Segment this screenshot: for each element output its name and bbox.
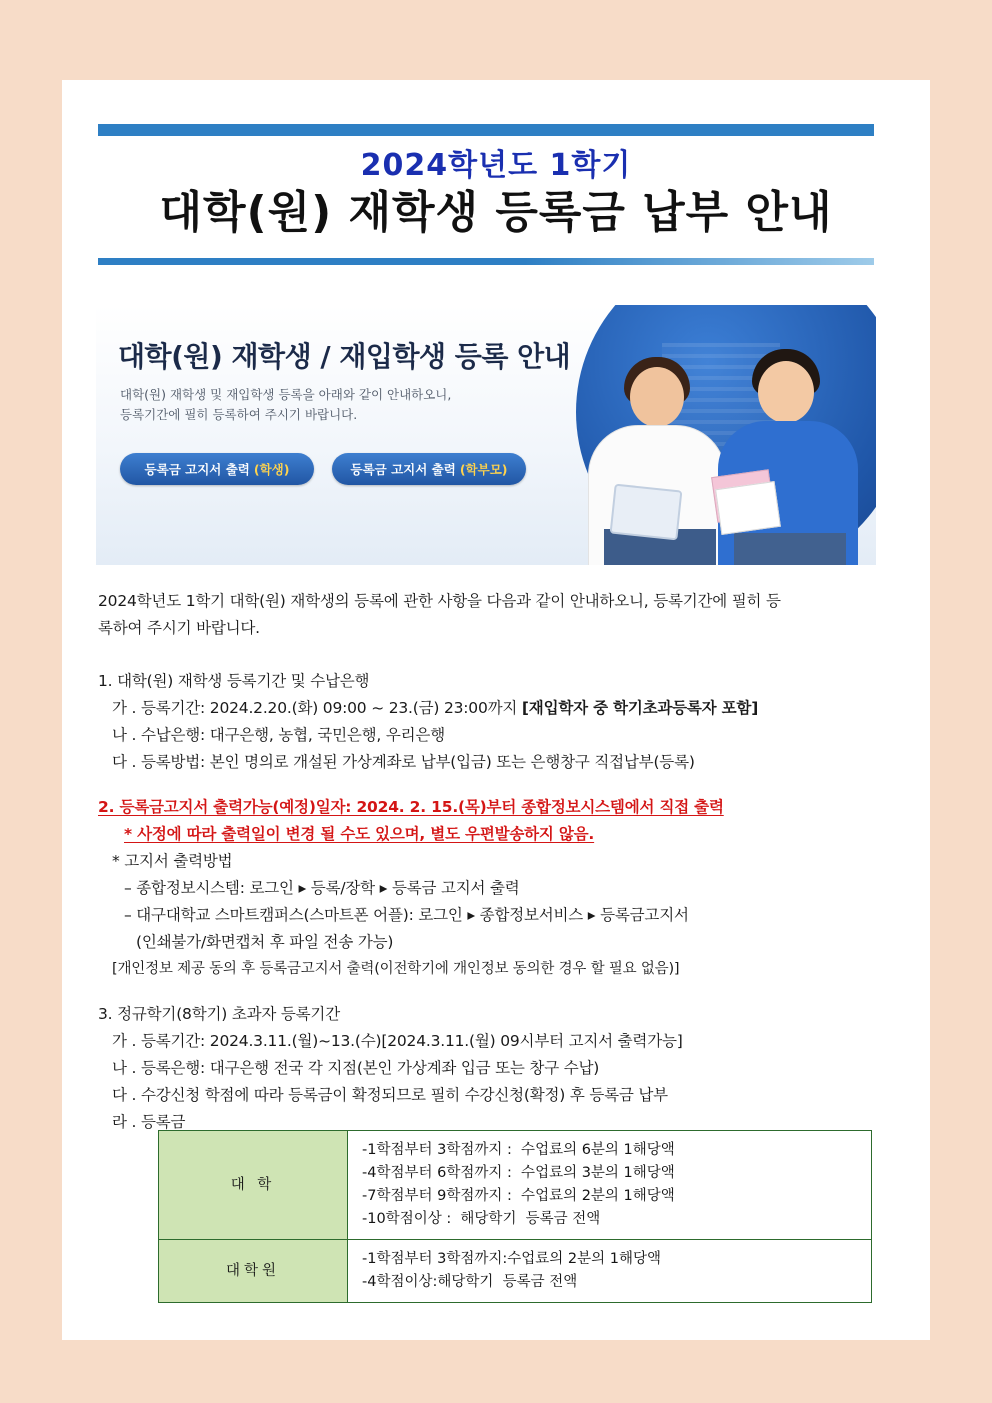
tablet-icon — [610, 484, 683, 541]
student-b-head — [758, 361, 814, 423]
student-b-jeans — [734, 533, 846, 565]
fee-line: -7학점부터 9학점까지 : 수업료의 2분의 1해당액 — [362, 1188, 675, 1204]
section-2-path-mobile-sub: (인쇄불가/화면캡처 후 파일 전송 가능) — [136, 933, 394, 951]
book-white-icon — [715, 481, 781, 535]
print-bill-parent-button[interactable] — [332, 453, 526, 485]
section-2-note: * 사정에 따라 출력일이 변경 될 수도 있으며, 별도 우편발송하지 않음. — [124, 825, 595, 843]
section-1-item-a-text: 가 . 등록기간: 2024.2.20.(화) 09:00 ~ 23.(금) 23:00까지 — [112, 699, 522, 717]
row-values-undergraduate — [348, 1131, 872, 1240]
row-label-undergraduate: 대 학 — [159, 1131, 348, 1240]
tuition-fee-table — [158, 1130, 872, 1303]
banner-title: 대학(원) 재학생 / 재입학생 등록 안내 — [118, 340, 571, 373]
print-bill-parent-tag: (학부모) — [459, 462, 508, 477]
spacer-2 — [98, 776, 894, 794]
section-1-item-a — [98, 695, 894, 722]
table-row — [159, 1240, 872, 1303]
fee-line: -4학점이상:해당학기 등록금 전액 — [362, 1274, 578, 1290]
table-row — [159, 1131, 872, 1240]
section-2-heading: 2. 등록금고지서 출력가능(예정)일자: 2024. 2. 15.(목)부터 종합정보시스템에서 직접 출력 — [98, 798, 724, 816]
banner-subtitle-line2: 등록기간에 필히 등록하여 주시기 바랍니다. — [120, 407, 358, 422]
section-3-item-d: 라 . 등록금 — [112, 1113, 186, 1131]
print-bill-student-tag: (학생) — [253, 462, 290, 477]
banner-subtitle-line1: 대학(원) 재학생 및 재입학생 등록을 아래와 같이 안내하오니, — [120, 387, 452, 402]
section-2-print-method: * 고지서 출력방법 — [112, 852, 233, 870]
intro-line-1: 2024학년도 1학기 대학(원) 재학생의 등록에 관한 사항을 다음과 같이 안내하오니, 등록기간에 필히 등 — [98, 592, 781, 610]
fee-line: -1학점부터 3학점까지 : 수업료의 6분의 1해당액 — [362, 1142, 675, 1158]
section-1-heading: 1. 대학(원) 재학생 등록기간 및 수납은행 — [98, 672, 370, 690]
section-2-path-mobile: – 대구대학교 스마트캠퍼스(스마트폰 어플): 로그인 ▸ 종합정보서비스 ▸ 등록금고지서 — [124, 906, 689, 924]
fee-line: -4학점부터 6학점까지 : 수업료의 3분의 1해당액 — [362, 1165, 675, 1181]
section-3 — [98, 1001, 894, 1136]
intro-line-2: 록하여 주시기 바랍니다. — [98, 619, 260, 637]
registration-banner — [96, 305, 876, 565]
section-3-item-b: 나 . 등록은행: 대구은행 전국 각 지점(본인 가상계좌 입금 또는 창구 수납) — [112, 1059, 600, 1077]
section-3-item-c: 다 . 수강신청 학점에 따라 등록금이 확정되므로 필히 수강신청(확정) 후 등록금 납부 — [112, 1086, 668, 1104]
section-1-item-c: 다 . 등록방법: 본인 명의로 개설된 가상계좌로 납부(입금) 또는 은행창구 직접납부(등록) — [112, 753, 695, 771]
section-3-heading: 3. 정규학기(8학기) 초과자 등록기간 — [98, 1005, 340, 1023]
banner-subtitle — [120, 385, 451, 425]
page-title: 대학(원) 재학생 등록금 납부 안내 — [159, 187, 833, 238]
notice-page — [62, 80, 930, 1340]
section-1 — [98, 668, 894, 776]
notice-body — [98, 588, 894, 1136]
row-values-graduate — [348, 1240, 872, 1303]
print-bill-student-label: 등록금 고지서 출력 — [144, 462, 250, 477]
section-1-item-b: 나 . 수납은행: 대구은행, 농협, 국민은행, 우리은행 — [112, 726, 445, 744]
intro-paragraph — [98, 588, 894, 642]
print-bill-parent-label: 등록금 고지서 출력 — [350, 462, 456, 477]
banner-button-group — [120, 453, 526, 485]
fee-line: -1학점부터 3학점까지:수업료의 2분의 1해당액 — [362, 1251, 661, 1267]
print-bill-student-button[interactable] — [120, 453, 314, 485]
page-subtitle-year: 2024학년도 1학기 — [360, 148, 632, 183]
section-2 — [98, 794, 894, 983]
header-rule-top — [98, 124, 874, 136]
section-2-privacy-note: [개인정보 제공 동의 후 등록금고지서 출력(이전학기에 개인정보 동의한 경우 할 필요 없음)] — [112, 961, 680, 977]
section-2-path-portal: – 종합정보시스템: 로그인 ▸ 등록/장학 ▸ 등록금 고지서 출력 — [124, 879, 520, 897]
section-1-item-a-emphasis: [재입학자 중 학기초과등록자 포함] — [521, 699, 759, 717]
fee-line: -10학점이상 : 해당학기 등록금 전액 — [362, 1211, 601, 1227]
spacer-3 — [98, 983, 894, 1001]
student-a-head — [630, 367, 684, 427]
row-label-graduate: 대학원 — [159, 1240, 348, 1303]
section-3-item-a: 가 . 등록기간: 2024.3.11.(월)~13.(수)[2024.3.11.(월) 09시부터 고지서 출력가능] — [112, 1032, 683, 1050]
header-rule-bottom — [98, 258, 874, 265]
spacer-1 — [98, 650, 894, 668]
